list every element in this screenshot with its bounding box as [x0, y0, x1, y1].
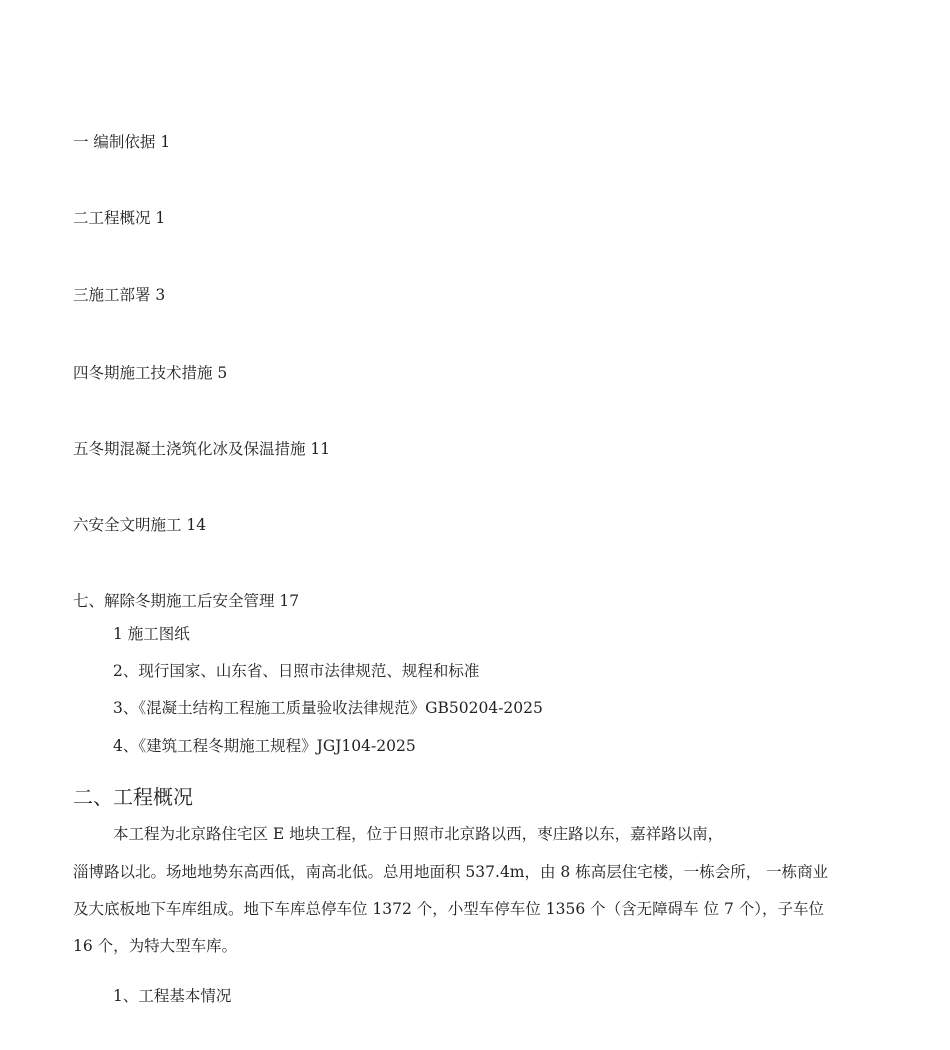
paragraph-line: 及大底板地下车库组成。地下车库总停车位 1372 个，小型车停车位 1356 个（含无障碍车 位 7 个），子车位	[73, 900, 824, 918]
reference-item: 4、《建筑工程冬期施工规程》JGJ104-2025	[113, 737, 416, 755]
reference-item: 1 施工图纸	[113, 625, 190, 643]
paragraph-line: 本工程为北京路住宅区 E 地块工程，位于日照市北京路以西，枣庄路以东，嘉祥路以南，	[113, 825, 724, 843]
toc-item-safety: 六安全文明施工 14	[73, 516, 207, 534]
toc-item-concrete-insulation: 五冬期混凝土浇筑化冰及保温措施 11	[73, 440, 331, 458]
section-heading: 二、工程概况	[73, 785, 193, 809]
subsection-heading: 1、工程基本情况	[113, 987, 232, 1005]
reference-item: 2、现行国家、山东省、日照市法律规范、规程和标准	[113, 662, 480, 680]
paragraph-line: 16 个，为特大型车库。	[73, 937, 238, 955]
paragraph-line: 淄博路以北。场地地势东高西低，南高北低。总用地面积 537.4m，由 8 栋高层住宅楼，一栋会所， 一栋商业	[73, 863, 829, 881]
toc-item-overview: 二工程概况 1	[73, 209, 166, 227]
toc-item-deployment: 三施工部署 3	[73, 286, 166, 304]
toc-item-winter-tech: 四冬期施工技术措施 5	[73, 364, 228, 382]
toc-item-basis: 一 编制依据 1	[73, 133, 171, 151]
reference-item: 3、《混凝土结构工程施工质量验收法律规范》GB50204-2025	[113, 699, 543, 717]
toc-item-post-winter: 七、解除冬期施工后安全管理 17	[73, 592, 300, 610]
